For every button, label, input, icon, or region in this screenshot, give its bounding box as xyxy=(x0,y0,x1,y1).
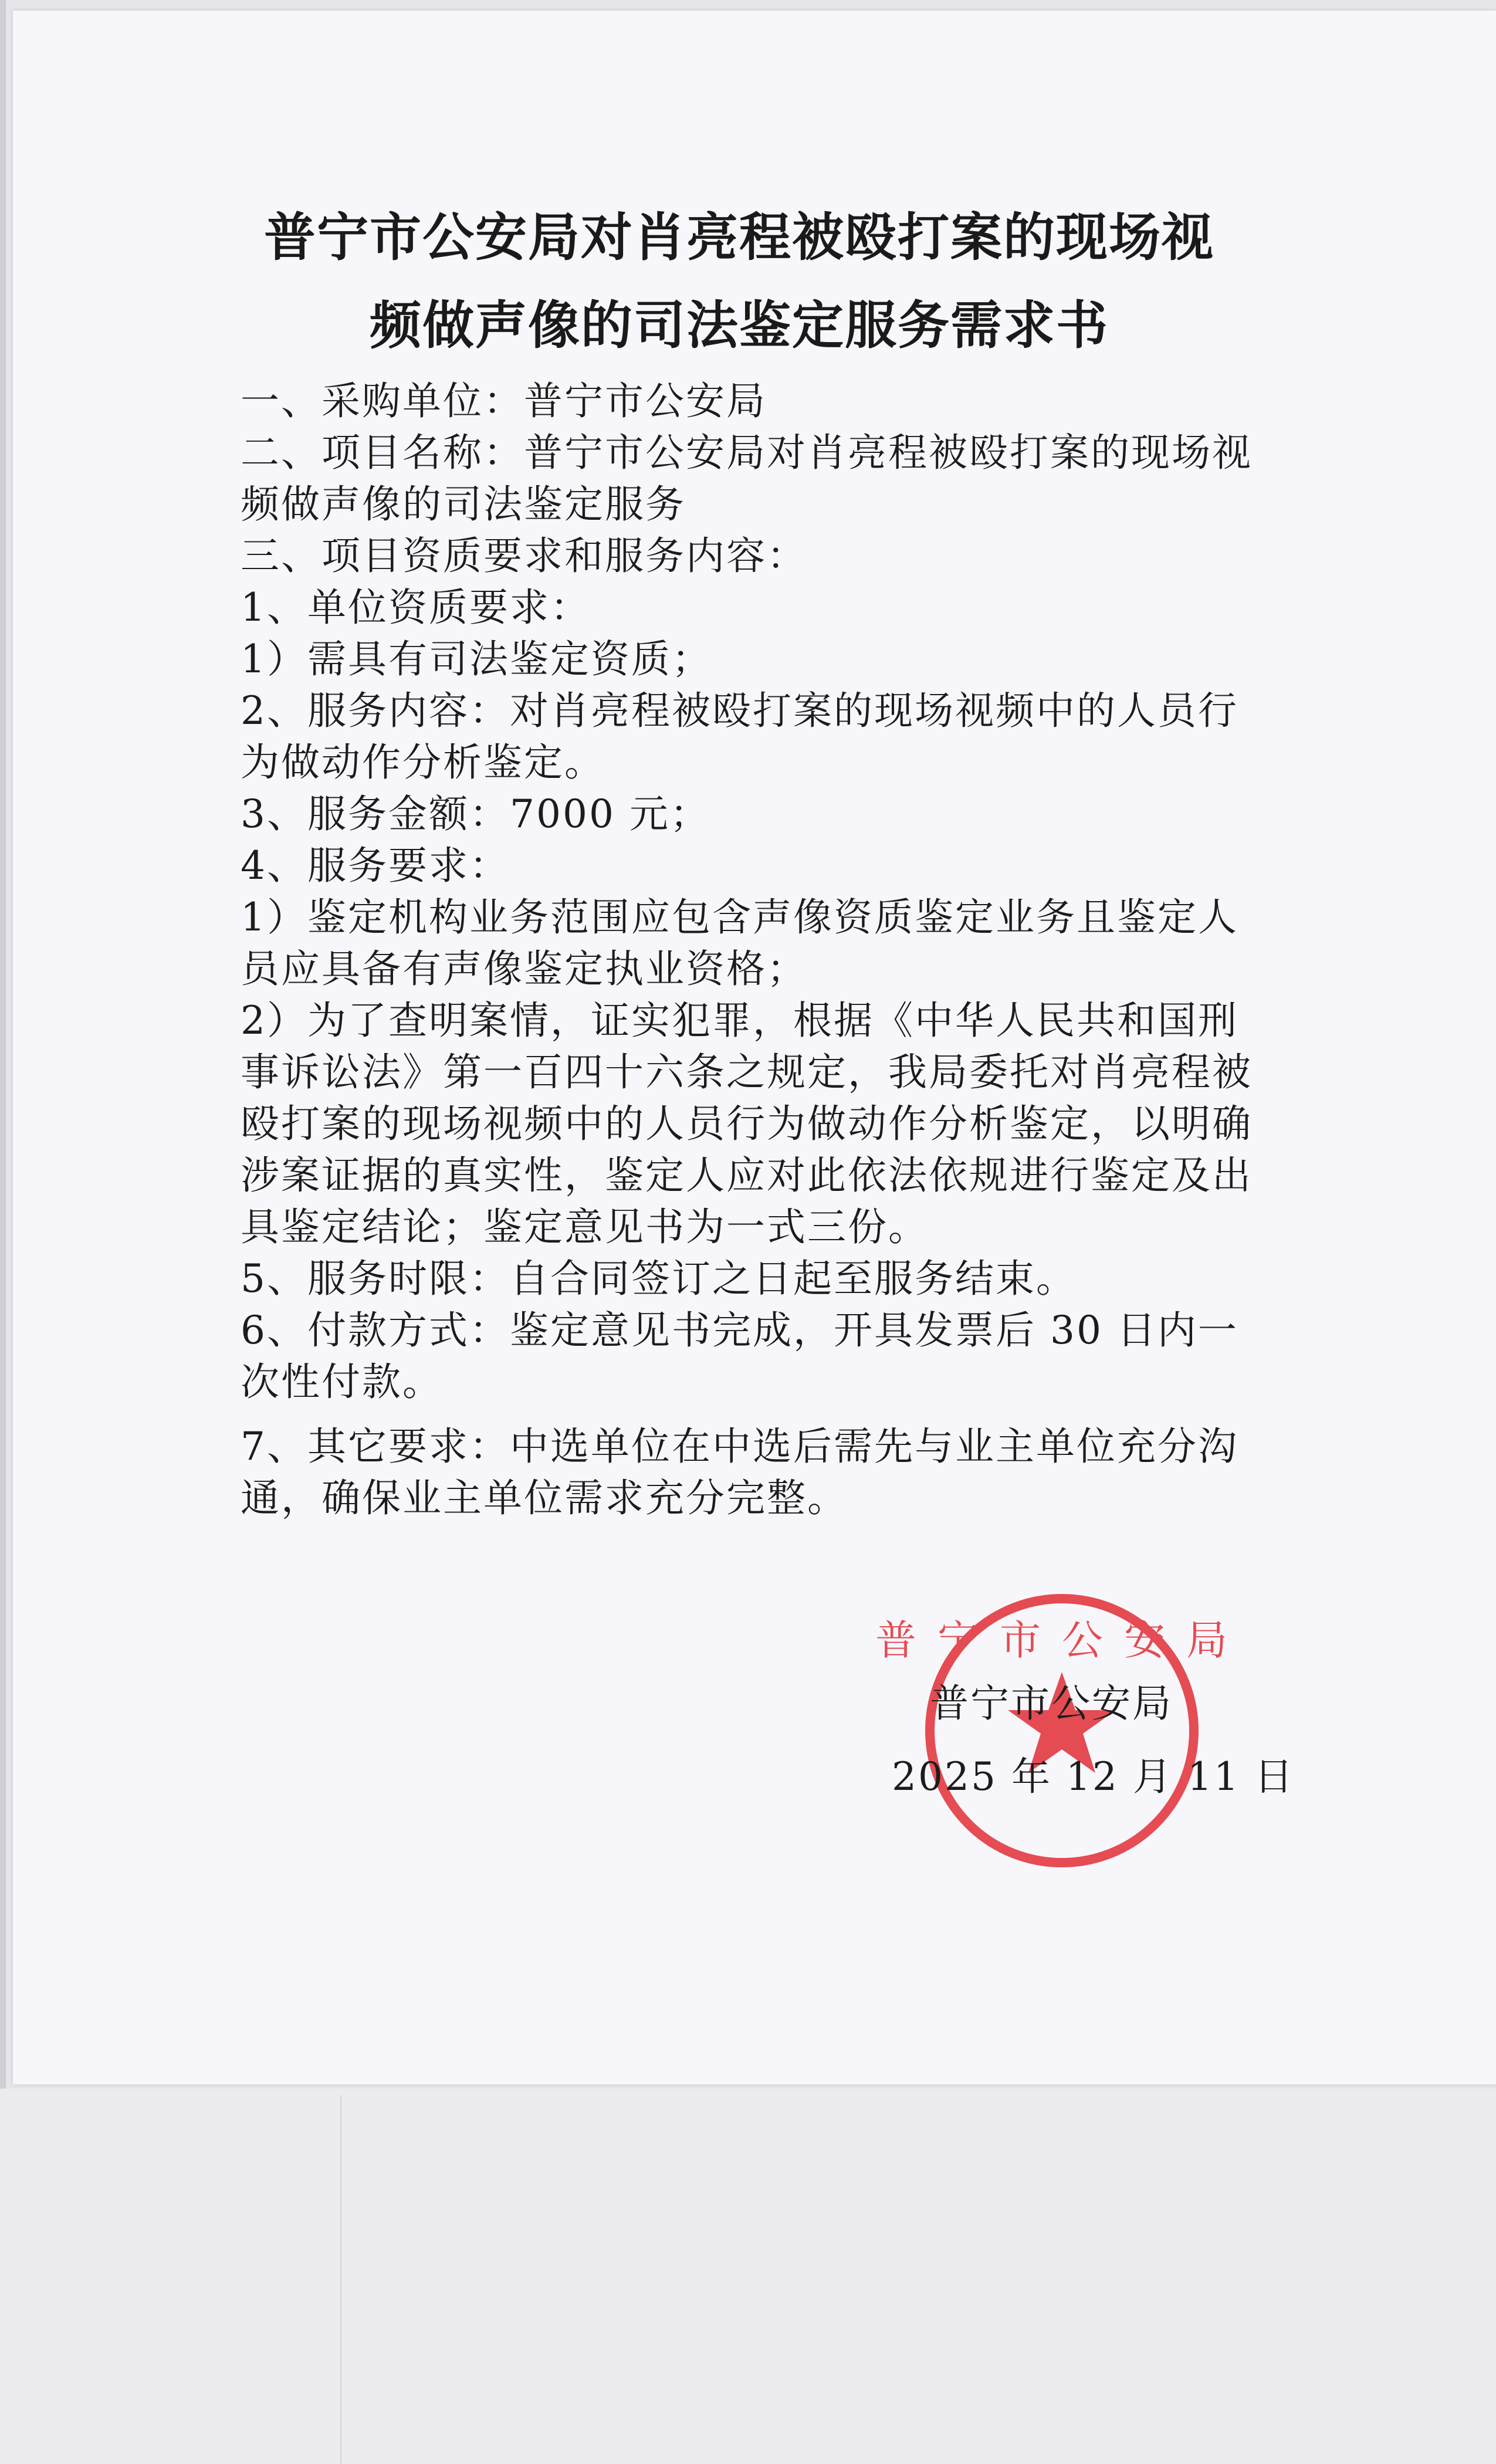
title-line-1: 普宁市公安局对肖亮程被殴打案的现场视 xyxy=(263,207,1214,268)
paragraph-service-req-2: 2）为了查明案情，证实犯罪，根据《中华人民共和国刑事诉讼法》第一百四十六条之规定，我局委托对肖亮程被殴打案的现场视频中的人员行为做动作分析鉴定，以明确涉案证据的真实性，鉴定人应对此依法依规进行鉴定及出具鉴定结论；鉴定意见书为一式三份。 xyxy=(241,998,1253,1250)
paragraph-qualification-1: 1）需具有司法鉴定资质； xyxy=(241,637,712,682)
paragraph-qualification-heading: 1、单位资质要求： xyxy=(241,585,591,630)
document-title xyxy=(235,194,1244,370)
paragraph-purchaser: 一、采购单位：普宁市公安局 xyxy=(241,378,767,424)
document-body xyxy=(241,375,1261,1524)
scanner-divider xyxy=(340,2096,341,2464)
title-line-2: 频做声像的司法鉴定服务需求书 xyxy=(369,295,1109,356)
paragraph-project-name: 二、项目名称：普宁市公安局对肖亮程被殴打案的现场视频做声像的司法鉴定服务 xyxy=(241,430,1253,527)
official-seal xyxy=(875,1584,1248,1877)
seal-arc-text: 普宁市公安局 xyxy=(875,1616,1248,1664)
paragraph-other: 7、其它要求：中选单位在中选后需先与业主单位充分沟通，确保业主单位需求充分完整。 xyxy=(241,1424,1238,1521)
scanner-bed xyxy=(0,2089,1496,2464)
paragraph-payment: 6、付款方式：鉴定意见书完成，开具发票后 30 日内一次性付款。 xyxy=(241,1308,1238,1404)
paragraph-service-period: 5、服务时限：自合同签订之日起至服务结束。 xyxy=(241,1256,1077,1301)
paragraph-service-req-1: 1）鉴定机构业务范围应包含声像资质鉴定业务且鉴定人员应具备有声像鉴定执业资格； xyxy=(241,895,1238,991)
paragraph-service-content: 2、服务内容：对肖亮程被殴打案的现场视频中的人员行为做动作分析鉴定。 xyxy=(241,688,1238,785)
signature-date: 2025 年 12 月 11 日 xyxy=(892,1754,1295,1799)
signature-organization: 普宁市公安局 xyxy=(930,1681,1173,1726)
paragraph-service-requirements: 4、服务要求： xyxy=(241,843,510,888)
paragraph-requirements-heading: 三、项目资质要求和服务内容： xyxy=(241,533,807,578)
paragraph-service-amount: 3、服务金额：7000 元； xyxy=(241,791,710,837)
